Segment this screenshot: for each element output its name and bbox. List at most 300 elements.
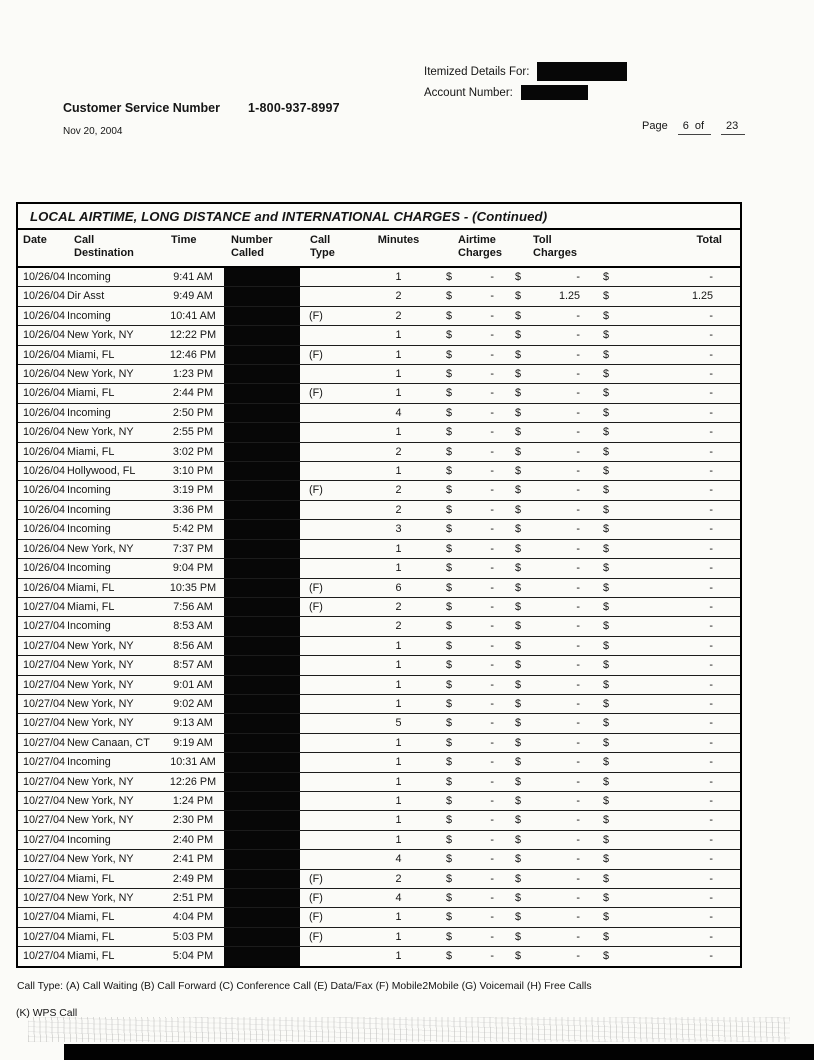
currency-symbol: $ <box>515 911 522 924</box>
page-total: 23 <box>726 120 739 132</box>
cell-date: 10/26/04 <box>18 578 64 597</box>
table-row <box>18 403 740 422</box>
cell-total <box>597 384 740 403</box>
cell-call-type <box>300 462 360 481</box>
cell-number-called-redacted <box>224 442 300 461</box>
cell-minutes: 1 <box>360 423 437 442</box>
total-value: - <box>709 542 713 555</box>
cell-total <box>597 830 740 849</box>
cell-minutes: 2 <box>360 287 437 306</box>
cell-call-type <box>300 772 360 791</box>
toll-value: - <box>576 756 580 769</box>
currency-symbol: $ <box>446 736 453 749</box>
cell-toll-charges <box>507 326 597 345</box>
cell-total <box>597 287 740 306</box>
cell-airtime-charges <box>437 345 507 364</box>
cell-total <box>597 927 740 946</box>
cell-minutes: 1 <box>360 753 437 772</box>
toll-value: - <box>576 853 580 866</box>
cell-call-type <box>300 636 360 655</box>
cell-minutes: 2 <box>360 869 437 888</box>
cell-airtime-charges <box>437 442 507 461</box>
cell-call-destination: Miami, FL <box>64 927 162 946</box>
cell-airtime-charges <box>437 714 507 733</box>
cell-total <box>597 753 740 772</box>
currency-symbol: $ <box>515 503 522 516</box>
cell-date: 10/26/04 <box>18 423 64 442</box>
cell-time: 3:02 PM <box>162 442 224 461</box>
cell-airtime-charges <box>437 675 507 694</box>
cell-number-called-redacted <box>224 908 300 927</box>
cell-date: 10/26/04 <box>18 520 64 539</box>
cell-date: 10/26/04 <box>18 365 64 384</box>
airtime-value: - <box>490 853 494 866</box>
table-row <box>18 772 740 791</box>
cell-minutes: 1 <box>360 772 437 791</box>
currency-symbol: $ <box>446 387 453 400</box>
cell-time: 2:44 PM <box>162 384 224 403</box>
total-value: - <box>709 756 713 769</box>
cell-number-called-redacted <box>224 520 300 539</box>
currency-symbol: $ <box>446 930 453 943</box>
total-value: - <box>709 406 713 419</box>
itemized-details-line <box>424 61 627 82</box>
cell-call-destination: New York, NY <box>64 772 162 791</box>
cell-minutes: 1 <box>360 345 437 364</box>
cell-time: 10:35 PM <box>162 578 224 597</box>
toll-value: - <box>576 348 580 361</box>
cell-call-type: (F) <box>300 908 360 927</box>
currency-symbol: $ <box>446 406 453 419</box>
cell-airtime-charges <box>437 830 507 849</box>
cell-toll-charges <box>507 267 597 287</box>
currency-symbol: $ <box>446 542 453 555</box>
total-value: - <box>709 833 713 846</box>
currency-symbol: $ <box>603 465 610 478</box>
cell-call-type <box>300 947 360 966</box>
cell-number-called-redacted <box>224 772 300 791</box>
cell-date: 10/26/04 <box>18 345 64 364</box>
cell-toll-charges <box>507 617 597 636</box>
table-row <box>18 287 740 306</box>
currency-symbol: $ <box>603 853 610 866</box>
cell-number-called-redacted <box>224 597 300 616</box>
cell-minutes: 2 <box>360 597 437 616</box>
cell-date: 10/27/04 <box>18 889 64 908</box>
currency-symbol: $ <box>446 950 453 963</box>
table-row <box>18 442 740 461</box>
scan-noise-band <box>28 1017 790 1042</box>
cell-call-type <box>300 267 360 287</box>
currency-symbol: $ <box>446 639 453 652</box>
cell-airtime-charges <box>437 306 507 325</box>
total-value: - <box>709 620 713 633</box>
cell-date: 10/27/04 <box>18 869 64 888</box>
table-row <box>18 578 740 597</box>
customer-service-row <box>63 101 340 115</box>
cell-minutes: 1 <box>360 733 437 752</box>
currency-symbol: $ <box>446 756 453 769</box>
toll-value: - <box>576 678 580 691</box>
cell-time: 3:10 PM <box>162 462 224 481</box>
cell-call-type: (F) <box>300 889 360 908</box>
currency-symbol: $ <box>603 775 610 788</box>
currency-symbol: $ <box>515 484 522 497</box>
cell-call-type <box>300 656 360 675</box>
cell-toll-charges <box>507 442 597 461</box>
cell-call-type: (F) <box>300 869 360 888</box>
airtime-value: - <box>490 426 494 439</box>
table-row <box>18 694 740 713</box>
cell-date: 10/27/04 <box>18 753 64 772</box>
toll-value: - <box>576 950 580 963</box>
airtime-value: - <box>490 697 494 710</box>
cell-total <box>597 481 740 500</box>
cell-number-called-redacted <box>224 481 300 500</box>
currency-symbol: $ <box>446 562 453 575</box>
currency-symbol: $ <box>515 872 522 885</box>
table-row <box>18 539 740 558</box>
cell-date: 10/27/04 <box>18 656 64 675</box>
cell-minutes: 4 <box>360 403 437 422</box>
cell-airtime-charges <box>437 733 507 752</box>
cell-total <box>597 617 740 636</box>
cell-date: 10/26/04 <box>18 481 64 500</box>
currency-symbol: $ <box>446 659 453 672</box>
cell-number-called-redacted <box>224 578 300 597</box>
airtime-value: - <box>490 717 494 730</box>
currency-symbol: $ <box>446 814 453 827</box>
cell-call-type <box>300 791 360 810</box>
cell-toll-charges <box>507 850 597 869</box>
cell-call-type: (F) <box>300 597 360 616</box>
toll-value: - <box>576 465 580 478</box>
cell-time: 9:04 PM <box>162 559 224 578</box>
cell-airtime-charges <box>437 753 507 772</box>
cell-call-destination: Incoming <box>64 500 162 519</box>
airtime-value: - <box>490 833 494 846</box>
cell-toll-charges <box>507 365 597 384</box>
wps-call-note: (K) WPS Call <box>16 1008 78 1019</box>
airtime-value: - <box>490 562 494 575</box>
currency-symbol: $ <box>515 465 522 478</box>
currency-symbol: $ <box>446 678 453 691</box>
cell-toll-charges <box>507 597 597 616</box>
currency-symbol: $ <box>515 950 522 963</box>
cell-total <box>597 578 740 597</box>
cell-date: 10/26/04 <box>18 287 64 306</box>
table-row <box>18 481 740 500</box>
cell-call-destination: Incoming <box>64 403 162 422</box>
total-value: - <box>709 465 713 478</box>
cell-airtime-charges <box>437 539 507 558</box>
cell-minutes: 1 <box>360 267 437 287</box>
cell-airtime-charges <box>437 462 507 481</box>
cell-call-type <box>300 442 360 461</box>
cell-toll-charges <box>507 694 597 713</box>
airtime-value: - <box>490 892 494 904</box>
cell-toll-charges <box>507 675 597 694</box>
cell-airtime-charges <box>437 811 507 830</box>
cell-call-destination: Hollywood, FL <box>64 462 162 481</box>
cell-minutes: 6 <box>360 578 437 597</box>
cell-call-type <box>300 753 360 772</box>
toll-value: - <box>576 736 580 749</box>
cell-toll-charges <box>507 636 597 655</box>
cell-call-type <box>300 287 360 306</box>
cell-date: 10/27/04 <box>18 714 64 733</box>
cell-total <box>597 791 740 810</box>
currency-symbol: $ <box>603 445 610 458</box>
currency-symbol: $ <box>446 523 453 536</box>
airtime-value: - <box>490 659 494 672</box>
currency-symbol: $ <box>603 329 610 342</box>
cell-number-called-redacted <box>224 811 300 830</box>
cell-number-called-redacted <box>224 694 300 713</box>
total-value: - <box>709 930 713 943</box>
cell-minutes: 2 <box>360 500 437 519</box>
cell-number-called-redacted <box>224 791 300 810</box>
cell-airtime-charges <box>437 869 507 888</box>
cell-toll-charges <box>507 287 597 306</box>
toll-value: - <box>576 445 580 458</box>
airtime-value: - <box>490 290 494 303</box>
airtime-value: - <box>490 814 494 827</box>
table-row <box>18 869 740 888</box>
cell-minutes: 1 <box>360 384 437 403</box>
cell-total <box>597 733 740 752</box>
cell-total <box>597 675 740 694</box>
cell-airtime-charges <box>437 927 507 946</box>
currency-symbol: $ <box>515 542 522 555</box>
cell-airtime-charges <box>437 403 507 422</box>
table-row <box>18 850 740 869</box>
currency-symbol: $ <box>603 872 610 885</box>
col-header-number-called: Number Called <box>224 230 300 267</box>
cell-date: 10/27/04 <box>18 791 64 810</box>
table-row <box>18 500 740 519</box>
currency-symbol: $ <box>446 581 453 594</box>
total-value: - <box>709 853 713 866</box>
currency-symbol: $ <box>515 387 522 400</box>
table-row <box>18 791 740 810</box>
cell-time: 10:41 AM <box>162 306 224 325</box>
cell-call-destination: New York, NY <box>64 791 162 810</box>
cell-call-destination: Incoming <box>64 481 162 500</box>
total-value: - <box>709 445 713 458</box>
cell-call-destination: Dir Asst <box>64 287 162 306</box>
cell-total <box>597 345 740 364</box>
cell-total <box>597 811 740 830</box>
cell-date: 10/26/04 <box>18 462 64 481</box>
currency-symbol: $ <box>603 794 610 807</box>
total-value: - <box>709 950 713 963</box>
total-value: - <box>709 717 713 730</box>
airtime-value: - <box>490 465 494 478</box>
call-detail-table <box>18 230 740 966</box>
table-row <box>18 714 740 733</box>
cell-minutes: 1 <box>360 365 437 384</box>
airtime-value: - <box>490 329 494 342</box>
cell-call-type: (F) <box>300 481 360 500</box>
page-label: Page <box>642 120 668 132</box>
cell-date: 10/27/04 <box>18 597 64 616</box>
currency-symbol: $ <box>603 368 610 381</box>
cell-total <box>597 326 740 345</box>
page-of-label: of <box>694 120 705 132</box>
airtime-value: - <box>490 445 494 458</box>
redaction-details-name <box>537 62 627 81</box>
cell-total <box>597 462 740 481</box>
currency-symbol: $ <box>446 872 453 885</box>
currency-symbol: $ <box>515 794 522 807</box>
toll-value: - <box>576 271 580 283</box>
cell-time: 12:26 PM <box>162 772 224 791</box>
cell-toll-charges <box>507 481 597 500</box>
toll-value: - <box>576 717 580 730</box>
cell-minutes: 1 <box>360 559 437 578</box>
currency-symbol: $ <box>446 290 453 303</box>
cell-toll-charges <box>507 947 597 966</box>
currency-symbol: $ <box>446 794 453 807</box>
toll-value: - <box>576 309 580 322</box>
currency-symbol: $ <box>515 406 522 419</box>
cell-total <box>597 442 740 461</box>
cell-date: 10/26/04 <box>18 326 64 345</box>
cell-date: 10/26/04 <box>18 306 64 325</box>
total-value: - <box>709 309 713 322</box>
cell-total <box>597 539 740 558</box>
currency-symbol: $ <box>515 853 522 866</box>
currency-symbol: $ <box>603 503 610 516</box>
cell-number-called-redacted <box>224 947 300 966</box>
cell-toll-charges <box>507 500 597 519</box>
cell-minutes: 2 <box>360 617 437 636</box>
currency-symbol: $ <box>603 911 610 924</box>
toll-value: - <box>576 892 580 904</box>
cell-call-type <box>300 811 360 830</box>
currency-symbol: $ <box>446 309 453 322</box>
currency-symbol: $ <box>603 833 610 846</box>
cell-number-called-redacted <box>224 462 300 481</box>
charges-table <box>16 202 742 968</box>
table-row <box>18 927 740 946</box>
currency-symbol: $ <box>515 426 522 439</box>
currency-symbol: $ <box>603 892 610 904</box>
cell-number-called-redacted <box>224 500 300 519</box>
cell-call-type <box>300 675 360 694</box>
table-row <box>18 345 740 364</box>
cell-toll-charges <box>507 772 597 791</box>
cell-minutes: 2 <box>360 442 437 461</box>
airtime-value: - <box>490 756 494 769</box>
currency-symbol: $ <box>603 484 610 497</box>
total-value: - <box>709 775 713 788</box>
cell-call-type <box>300 694 360 713</box>
itemized-details-block <box>424 61 627 103</box>
toll-value: - <box>576 600 580 613</box>
cell-total <box>597 403 740 422</box>
toll-value: - <box>576 872 580 885</box>
total-value: - <box>709 600 713 613</box>
total-value: - <box>709 329 713 342</box>
currency-symbol: $ <box>603 562 610 575</box>
cell-call-destination: Incoming <box>64 520 162 539</box>
col-header-airtime-charges: Airtime Charges <box>437 230 507 267</box>
toll-value: - <box>576 620 580 633</box>
cell-date: 10/27/04 <box>18 733 64 752</box>
cell-total <box>597 597 740 616</box>
page-current: 6 <box>682 120 689 132</box>
cell-total <box>597 520 740 539</box>
cell-total <box>597 714 740 733</box>
cell-call-destination: Miami, FL <box>64 869 162 888</box>
cell-minutes: 1 <box>360 927 437 946</box>
table-row <box>18 423 740 442</box>
table-row <box>18 365 740 384</box>
airtime-value: - <box>490 581 494 594</box>
cell-total <box>597 694 740 713</box>
cell-call-destination: Miami, FL <box>64 578 162 597</box>
cell-toll-charges <box>507 869 597 888</box>
cell-time: 7:37 PM <box>162 539 224 558</box>
cell-number-called-redacted <box>224 675 300 694</box>
cell-call-destination: Miami, FL <box>64 597 162 616</box>
total-value: - <box>709 271 713 283</box>
cell-date: 10/27/04 <box>18 694 64 713</box>
currency-symbol: $ <box>603 387 610 400</box>
airtime-value: - <box>490 309 494 322</box>
cell-airtime-charges <box>437 287 507 306</box>
currency-symbol: $ <box>515 290 522 303</box>
currency-symbol: $ <box>446 717 453 730</box>
toll-value: - <box>576 503 580 516</box>
cell-total <box>597 889 740 908</box>
cell-time: 2:49 PM <box>162 869 224 888</box>
scan-bottom-bar <box>64 1044 814 1060</box>
cell-total <box>597 850 740 869</box>
cell-number-called-redacted <box>224 889 300 908</box>
cell-time: 8:53 AM <box>162 617 224 636</box>
currency-symbol: $ <box>515 368 522 381</box>
cell-call-type <box>300 830 360 849</box>
currency-symbol: $ <box>603 406 610 419</box>
cell-airtime-charges <box>437 384 507 403</box>
cell-number-called-redacted <box>224 403 300 422</box>
cell-date: 10/27/04 <box>23 950 66 963</box>
cell-date: 10/26/04 <box>18 384 64 403</box>
cell-toll-charges <box>507 811 597 830</box>
cell-call-destination: Miami, FL <box>64 908 162 927</box>
cell-number-called-redacted <box>224 539 300 558</box>
cell-toll-charges <box>507 714 597 733</box>
currency-symbol: $ <box>446 833 453 846</box>
table-row <box>18 656 740 675</box>
cell-total <box>597 947 740 966</box>
table-row <box>18 462 740 481</box>
cell-minutes: 2 <box>360 306 437 325</box>
cell-toll-charges <box>507 345 597 364</box>
currency-symbol: $ <box>515 523 522 536</box>
currency-symbol: $ <box>603 678 610 691</box>
cell-time: 7:56 AM <box>162 597 224 616</box>
cell-minutes: 4 <box>360 850 437 869</box>
cell-total <box>597 869 740 888</box>
cell-number-called-redacted <box>224 753 300 772</box>
currency-symbol: $ <box>603 348 610 361</box>
cell-airtime-charges <box>437 947 507 966</box>
airtime-value: - <box>490 872 494 885</box>
